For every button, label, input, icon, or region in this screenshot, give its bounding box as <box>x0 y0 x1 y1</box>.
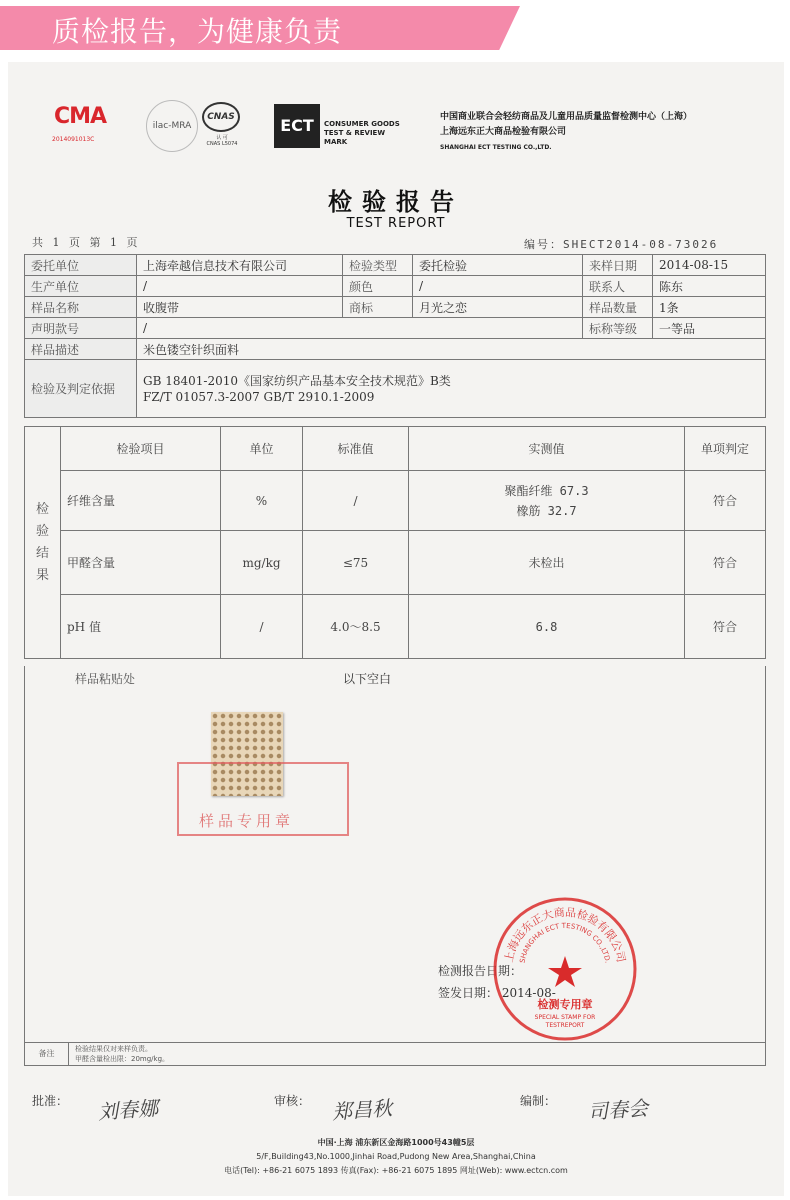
contact-label: 联系人 <box>583 276 653 297</box>
header-verdict: 单项判定 <box>685 427 766 471</box>
approve-label: 批准： <box>32 1094 69 1108</box>
header-measured: 实测值 <box>409 427 685 471</box>
table-row <box>25 360 766 418</box>
item-verdict: 符合 <box>685 531 766 595</box>
seal-text-bottom-2: TESTREPORT <box>545 1022 585 1029</box>
footer-address-en: 5/F,Building43,No.1000,Jinhai Road,Pudong New Area,Shanghai,China <box>256 1152 536 1161</box>
seal-text-bottom-1: SPECIAL STAMP FOR <box>534 1014 596 1021</box>
report-number: 编号：SHECT2014-08-73026 <box>524 238 719 251</box>
cnas-number: CNAS L5074 <box>206 141 238 147</box>
producer-value: / <box>137 276 343 297</box>
table-row <box>25 339 766 360</box>
table-row <box>25 427 766 471</box>
header-unit: 单位 <box>221 427 303 471</box>
org-name-cn-1: 中国商业联合会轻纺商品及儿童用品质量监督检测中心（上海） <box>440 112 693 122</box>
table-row <box>25 531 766 595</box>
item-standard: / <box>303 471 409 531</box>
results-label-char: 检 <box>35 501 49 517</box>
table-row <box>25 255 766 276</box>
description-value: 米色镂空针织面料 <box>137 339 766 360</box>
sample-stamp <box>177 762 349 836</box>
review-signature: 郑昌秋 <box>331 1095 393 1125</box>
client-value: 上海牵越信息技术有限公司 <box>137 255 343 276</box>
cnas-sub: 认 可 <box>216 135 228 141</box>
test-report-document <box>8 62 784 1196</box>
report-title-cn: 检验报告 <box>328 187 464 216</box>
report-title-en: TEST REPORT <box>346 216 446 231</box>
results-table <box>24 426 766 659</box>
issue-date-value: 2014-08- <box>501 986 556 1000</box>
sample-date-label: 来样日期 <box>583 255 653 276</box>
brand-label: 商标 <box>343 297 413 318</box>
sample-info-table <box>24 254 766 418</box>
footer-address-cn: 中国·上海 浦东新区金海路1000号43幢5层 <box>317 1138 475 1147</box>
ilac-mra-logo: ilac-MRA <box>146 100 198 152</box>
remark-line-1: 检验结果仅对来样负责。 <box>75 1045 152 1053</box>
ect-word-1: CONSUMER GOODS <box>324 120 400 128</box>
client-label: 委托单位 <box>25 255 137 276</box>
description-label: 样品描述 <box>25 339 137 360</box>
blank-below-label: 以下空白 <box>343 672 392 686</box>
cma-logo <box>52 104 122 154</box>
table-row <box>25 318 766 339</box>
banner-title: 质检报告，为健康负责 <box>52 15 343 48</box>
org-name-en: SHANGHAI ECT TESTING CO.,LTD. <box>440 144 552 151</box>
table-row <box>25 1043 766 1066</box>
contact-value: 陈东 <box>653 276 766 297</box>
sample-date-value: 2014-08-15 <box>653 255 766 276</box>
results-label-char: 验 <box>35 523 49 539</box>
table-row <box>25 595 766 659</box>
top-banner <box>0 0 790 56</box>
model-value: / <box>137 318 583 339</box>
footer-contact: 电话(Tel): +86-21 6075 1893 传真(Fax): +86-21 6075 1895 网址(Web): www.ectcn.com <box>224 1166 568 1175</box>
signature-row <box>32 1084 772 1124</box>
table-row <box>25 471 766 531</box>
grade-value: 一等品 <box>653 318 766 339</box>
item-unit: % <box>221 471 303 531</box>
sample-area <box>24 666 766 1042</box>
item-standard: ≤75 <box>303 531 409 595</box>
item-name: pH 值 <box>61 595 221 659</box>
test-type-label: 检验类型 <box>343 255 413 276</box>
basis-value <box>137 360 766 418</box>
item-verdict: 符合 <box>685 471 766 531</box>
sample-stamp-text: 样品专用章 <box>199 812 295 830</box>
grade-label: 标称等级 <box>583 318 653 339</box>
cma-logo-text: CMA <box>54 104 107 129</box>
remark-content <box>69 1043 766 1066</box>
seal-text-top: 上海远东正大商品检验有限公司 <box>502 905 628 964</box>
seal-text-mid: 检测专用章 <box>537 998 593 1011</box>
table-row <box>25 297 766 318</box>
item-measured: 6.8 <box>409 595 685 659</box>
cnas-logo-mark: CNAS <box>202 102 240 132</box>
results-label-char: 结 <box>35 545 49 561</box>
header-standard: 标准值 <box>303 427 409 471</box>
color-label: 颜色 <box>343 276 413 297</box>
quantity-value: 1条 <box>653 297 766 318</box>
item-name: 甲醛含量 <box>61 531 221 595</box>
page-info: 共 1 页 第 1 页 <box>32 236 141 249</box>
ect-logo: ECT <box>274 104 320 148</box>
item-measured: 未检出 <box>409 531 685 595</box>
item-unit: mg/kg <box>221 531 303 595</box>
measured-line-1: 聚酯纤维 67.3 <box>504 483 589 498</box>
model-label: 声明款号 <box>25 318 137 339</box>
basis-line-2: FZ/T 01057.3-2007 GB/T 2910.1-2009 <box>143 389 375 404</box>
remark-line-2: 甲醛含量检出限：20mg/kg。 <box>75 1055 170 1063</box>
issue-date-label: 签发日期： <box>438 986 499 1000</box>
results-section-label <box>25 427 61 659</box>
report-date-label: 检测报告日期： <box>438 964 523 978</box>
brand-value: 月光之恋 <box>413 297 583 318</box>
results-label-char: 果 <box>35 567 49 583</box>
org-name-cn-2: 上海远东正大商品检验有限公司 <box>440 127 567 137</box>
test-type-value: 委托检验 <box>413 255 583 276</box>
producer-label: 生产单位 <box>25 276 137 297</box>
footer <box>8 1136 784 1178</box>
color-value: / <box>413 276 583 297</box>
organization-name <box>440 110 692 155</box>
seal-text-en: SHANGHAI ECT TESTING CO.,LTD. <box>518 921 612 964</box>
ect-logo-words <box>324 120 400 147</box>
sample-name-label: 样品名称 <box>25 297 137 318</box>
testing-seal <box>490 894 640 1044</box>
quantity-label: 样品数量 <box>583 297 653 318</box>
seal-star-icon <box>548 956 582 987</box>
item-verdict: 符合 <box>685 595 766 659</box>
basis-line-1: GB 18401-2010《国家纺织产品基本安全技术规范》B类 <box>143 373 451 388</box>
header-item: 检验项目 <box>61 427 221 471</box>
compile-signature: 司春会 <box>587 1095 649 1125</box>
remark-label: 备注 <box>25 1043 69 1066</box>
measured-line-2: 橡筋 32.7 <box>516 503 577 518</box>
item-name: 纤维含量 <box>61 471 221 531</box>
sample-name-value: 收腹带 <box>137 297 343 318</box>
ect-word-3: MARK <box>324 138 348 146</box>
remark-table <box>24 1042 766 1066</box>
item-unit: / <box>221 595 303 659</box>
approve-signature: 刘春娜 <box>97 1095 159 1125</box>
basis-label: 检验及判定依据 <box>25 360 137 418</box>
cma-number: 2014091013C <box>52 136 95 143</box>
table-row <box>25 276 766 297</box>
cnas-logo <box>202 102 242 150</box>
item-measured <box>409 471 685 531</box>
ect-word-2: TEST & REVIEW <box>324 129 386 137</box>
compile-label: 编制： <box>520 1094 557 1108</box>
review-label: 审核： <box>274 1094 311 1108</box>
sample-paste-label: 样品粘贴处 <box>75 672 136 686</box>
item-standard: 4.0～8.5 <box>303 595 409 659</box>
